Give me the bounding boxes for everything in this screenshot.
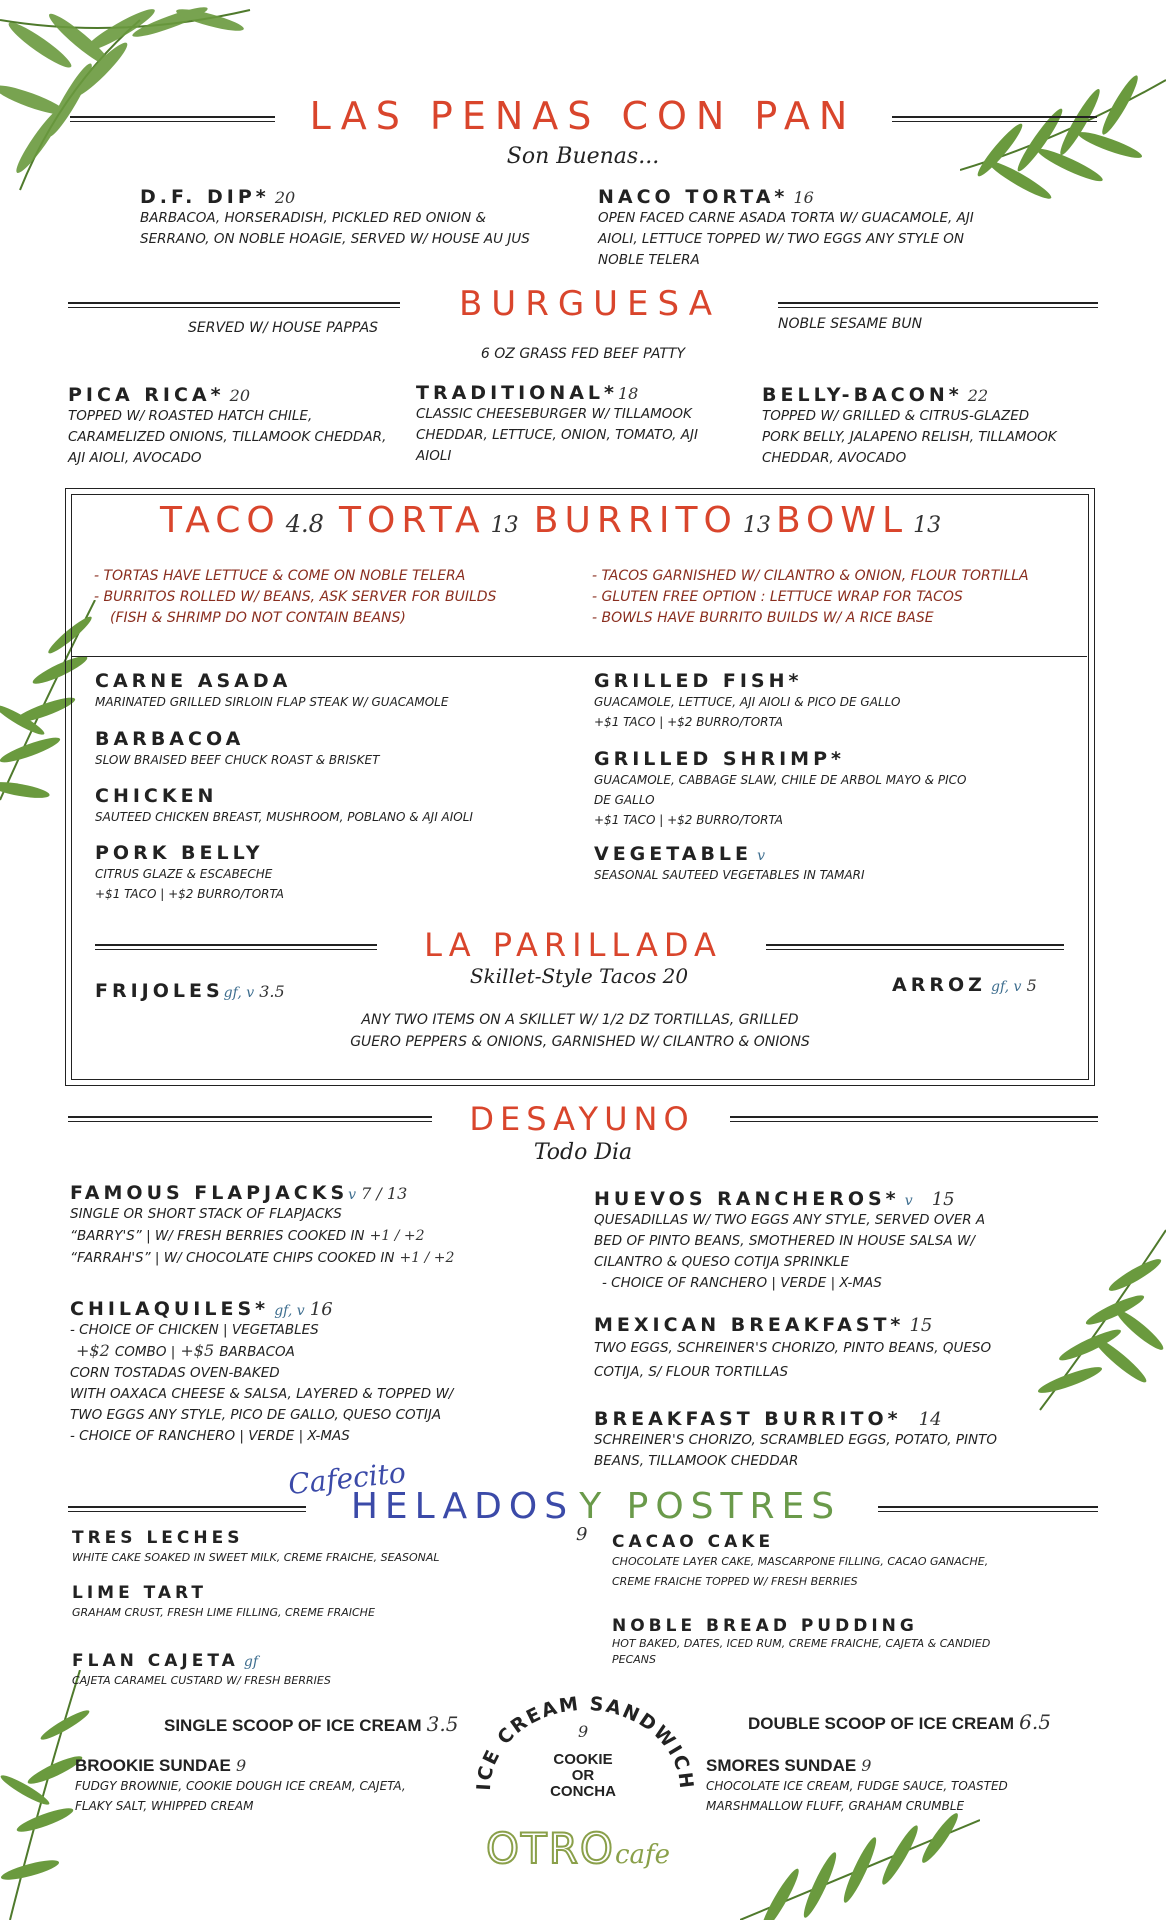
item-desc: COTIJA, S/ FLOUR TORTILLAS: [594, 1364, 789, 1380]
filling-name: BARBACOA: [95, 728, 245, 750]
menu-item-flapjacks: [70, 1182, 570, 1269]
taco-head-price: 4.8: [285, 510, 324, 538]
single-scoop: [164, 1712, 458, 1736]
torta-head: TORTA: [339, 500, 486, 541]
desayuno-rule-right: [730, 1116, 1098, 1122]
addon-price: +$2: [76, 1341, 110, 1360]
parillada-title: LA PARILLADA: [424, 926, 722, 964]
burguesa-rule-left: [68, 302, 400, 308]
dessert-desc: PECANS: [612, 1653, 656, 1666]
side-price: 3.5: [259, 982, 285, 1001]
filling-desc: SEASONAL SAUTEED VEGETABLES IN TAMARI: [594, 868, 865, 882]
sandwich-option: CONCHA: [550, 1783, 616, 1800]
menu-item-huevos-rancheros: [594, 1188, 1094, 1294]
item-desc: TWO EGGS ANY STYLE, PICO DE GALLO, QUESO COTIJA: [70, 1407, 442, 1423]
taco-heads: [160, 500, 1020, 541]
double-scoop: [748, 1710, 1051, 1734]
header-rule-left: [70, 116, 275, 122]
filling-name: GRILLED SHRIMP*: [594, 748, 845, 770]
menu-title: LAS PENAS CON PAN: [309, 94, 857, 138]
double-scoop-label: DOUBLE SCOOP OF ICE CREAM: [748, 1714, 1015, 1733]
diet-tag: gf: [243, 1654, 259, 1670]
filling-desc: +$1 TACO | +$2 BURRO/TORTA: [594, 715, 783, 729]
filling-desc: SLOW BRAISED BEEF CHUCK ROAST & BRISKET: [95, 753, 380, 767]
item-name: NACO TORTA*: [598, 186, 789, 208]
item-desc: TWO EGGS, SCHREINER'S CHORIZO, PINTO BEANS, QUESO: [594, 1340, 992, 1356]
item-price: 20: [274, 188, 296, 207]
side-name: FRIJOLES: [95, 980, 224, 1002]
burguesa-right-note: NOBLE SESAME BUN: [778, 316, 923, 332]
item-desc: SERRANO, ON NOBLE HOAGIE, SERVED W/ HOUSE AU JUS: [140, 231, 530, 247]
item-desc: - CHOICE OF RANCHERO | VERDE | X-MAS: [70, 1428, 350, 1444]
vegan-tag: v: [904, 1193, 913, 1209]
parillada-desc-1: ANY TWO ITEMS ON A SKILLET W/ 1/2 DZ TORTILLAS, GRILLED: [361, 1012, 799, 1028]
torta-head-price: 13: [490, 513, 519, 538]
item-desc: CHOCOLATE ICE CREAM, FUDGE SAUCE, TOASTED: [706, 1779, 1008, 1793]
vegan-tag: v: [348, 1187, 357, 1203]
menu-subtitle: Son Buenas...: [506, 144, 660, 169]
sandwich-options: [526, 1752, 640, 1800]
item-desc: BED OF PINTO BEANS, SMOTHERED IN HOUSE SALSA W/: [594, 1233, 975, 1249]
burrito-head-price: 13: [742, 513, 771, 538]
item-name: BROOKIE SUNDAE: [75, 1756, 231, 1775]
item-desc: TOPPED W/ GRILLED & CITRUS-GLAZED: [762, 408, 1030, 424]
postres-title-b: Y POSTRES: [579, 1486, 842, 1527]
menu-item-brookie-sundae: [75, 1756, 495, 1816]
item-desc: WITH OAXACA CHEESE & SALSA, LAYERED & TOPPED W/: [70, 1386, 454, 1402]
dessert-desc: GRAHAM CRUST, FRESH LIME FILLING, CREME FRAICHE: [72, 1606, 375, 1619]
item-desc: CORN TOSTADAS OVEN-BAKED: [70, 1365, 280, 1381]
menu-item-belly-bacon: [762, 384, 1102, 469]
addon-price: +$5: [180, 1341, 215, 1360]
side-price: 5: [1026, 976, 1037, 995]
filling-name: VEGETABLE: [594, 843, 753, 865]
burguesa-title: BURGUESA: [458, 284, 722, 324]
item-price: 15: [931, 1189, 955, 1210]
logo-otro: OTRO: [486, 1824, 615, 1873]
menu-item-naco-torta: [598, 186, 1038, 271]
dessert-desc: HOT BAKED, DATES, ICED RUM, CREME FRAICHE, CAJETA & CANDIED: [612, 1637, 991, 1650]
filling-desc: +$1 TACO | +$2 BURRO/TORTA: [594, 813, 783, 827]
item-desc: CHEDDAR, LETTUCE, ONION, TOMATO, AJI: [416, 427, 698, 443]
postres-rule-right: [878, 1506, 1098, 1512]
dessert-desc: CHOCOLATE LAYER CAKE, MASCARPONE FILLING, CACAO GANACHE,: [612, 1555, 989, 1568]
item-name: HUEVOS RANCHEROS*: [594, 1188, 900, 1210]
item-desc: - CHOICE OF RANCHERO | VERDE | X-MAS: [602, 1275, 882, 1291]
diet-tag: gf, v: [274, 1303, 305, 1319]
filling-desc: CITRUS GLAZE & ESCABECHE: [95, 867, 273, 881]
otro-cafe-logo: [486, 1824, 670, 1873]
item-price: 9: [235, 1756, 247, 1775]
taco-divider: [71, 656, 1087, 657]
diet-tag: gf, v: [223, 985, 255, 1001]
item-price: 20: [229, 386, 250, 405]
filling-desc: +$1 TACO | +$2 BURRO/TORTA: [95, 887, 284, 901]
filling-desc: GUACAMOLE, CABBAGE SLAW, CHILE DE ARBOL MAYO & PICO: [594, 773, 967, 787]
logo-cafe: cafe: [614, 1840, 671, 1870]
header-rule-right: [892, 116, 1097, 122]
item-name: MEXICAN BREAKFAST*: [594, 1314, 905, 1336]
double-scoop-price: 6.5: [1019, 1710, 1051, 1734]
taco-head: TACO: [160, 500, 281, 541]
note-line: - GLUTEN FREE OPTION : LETTUCE WRAP FOR TACOS: [592, 589, 963, 605]
item-desc: BARBACOA: [219, 1344, 295, 1360]
item-desc: AIOLI: [416, 448, 452, 464]
item-desc: OPEN FACED CARNE ASADA TORTA W/ GUACAMOLE, AJI: [598, 210, 974, 226]
item-desc: CILANTRO & QUESO COTIJA SPRINKLE: [594, 1254, 850, 1270]
dessert-list-left: [72, 1528, 572, 1691]
filling-desc: GUACAMOLE, LETTUCE, AJI AIOLI & PICO DE GALLO: [594, 695, 901, 709]
item-desc: PORK BELLY, JALAPENO RELISH, TILLAMOOK: [762, 429, 1057, 445]
filling-name: GRILLED FISH*: [594, 670, 803, 692]
parillada-desc-2: GUERO PEPPERS & ONIONS, GARNISHED W/ CILANTRO & ONIONS: [350, 1034, 810, 1050]
parillada-rule-left: [95, 944, 377, 950]
item-desc: CLASSIC CHEESEBURGER W/ TILLAMOOK: [416, 406, 692, 422]
item-desc: AJI AIOLI, AVOCADO: [68, 450, 202, 466]
dessert-name: TRES LECHES: [72, 1528, 244, 1548]
item-price: 14: [918, 1409, 942, 1430]
parillada-subtitle: Skillet-Style Tacos 20: [469, 964, 689, 988]
dessert-desc: WHITE CAKE SOAKED IN SWEET MILK, CREME FRAICHE, SEASONAL: [72, 1551, 440, 1564]
dessert-name: NOBLE BREAD PUDDING: [612, 1616, 918, 1636]
filling-desc: DE GALLO: [594, 793, 655, 807]
note-line: - BURRITOS ROLLED W/ BEANS, ASK SERVER FOR BUILDS: [94, 589, 497, 605]
item-desc: BEANS, TILLAMOOK CHEDDAR: [594, 1453, 799, 1469]
note-line: - TORTAS HAVE LETTUCE & COME ON NOBLE TELERA: [94, 568, 466, 584]
single-scoop-label: SINGLE SCOOP OF ICE CREAM: [164, 1716, 422, 1735]
palm-leaf-top-left: [0, 0, 260, 200]
bowl-head: BOWL: [775, 500, 909, 541]
menu-item-breakfast-burrito: [594, 1408, 1094, 1472]
dessert-name: LIME TART: [72, 1583, 207, 1603]
desayuno-subtitle: Todo Dia: [533, 1140, 633, 1165]
burguesa-left-note: SERVED W/ HOUSE PAPPAS: [188, 320, 379, 336]
item-desc: COMBO |: [114, 1344, 176, 1360]
filling-desc: MARINATED GRILLED SIRLOIN FLAP STEAK W/ GUACAMOLE: [95, 695, 449, 709]
item-desc: “FARRAH'S” | W/ CHOCOLATE CHIPS COOKED IN: [70, 1250, 395, 1266]
taco-notes-right: [592, 566, 1082, 629]
filling-list-right: [594, 670, 1074, 885]
menu-item-df-dip: [140, 186, 580, 250]
item-price: 9: [861, 1756, 872, 1775]
item-price: 16: [309, 1299, 333, 1320]
burrito-head: BURRITO: [533, 500, 738, 541]
dessert-name: CACAO CAKE: [612, 1532, 775, 1552]
item-desc: FLAKY SALT, WHIPPED CREAM: [75, 1799, 254, 1813]
item-name: FAMOUS FLAPJACKS: [70, 1182, 349, 1204]
filling-name: CARNE ASADA: [95, 670, 292, 692]
cafecito-script: Cafecito: [286, 1455, 408, 1502]
item-desc: SCHREINER'S CHORIZO, SCRAMBLED EGGS, POTATO, PINTO: [594, 1432, 997, 1448]
postres-rule-left: [68, 1506, 306, 1512]
item-price: 7 / 13: [361, 1184, 408, 1203]
menu-item-smores-sundae: [706, 1756, 1106, 1816]
note-line: - TACOS GARNISHED W/ CILANTRO & ONION, FLOUR TORTILLA: [592, 568, 1029, 584]
dessert-name: FLAN CAJETA: [72, 1651, 239, 1671]
dessert-desc: CREME FRAICHE TOPPED W/ FRESH BERRIES: [612, 1575, 858, 1588]
addon-price: +1 / +2: [369, 1228, 425, 1244]
helados-title: HELADOS: [350, 1486, 575, 1527]
item-desc: - CHOICE OF CHICKEN | VEGETABLES: [70, 1322, 319, 1338]
menu-item-traditional: [416, 382, 746, 467]
sandwich-arc-text: ICE CREAM SANDWICH: [472, 1692, 698, 1792]
item-desc: AIOLI, LETTUCE TOPPED W/ TWO EGGS ANY STYLE ON: [598, 231, 964, 247]
desayuno-title: DESAYUNO: [469, 1100, 695, 1138]
item-name: BREAKFAST BURRITO*: [594, 1408, 902, 1430]
postres-title: [318, 1486, 874, 1527]
menu-item-pica-rica: [68, 384, 408, 469]
item-desc: SINGLE OR SHORT STACK OF FLAPJACKS: [70, 1206, 342, 1222]
burguesa-rule-right: [778, 302, 1098, 308]
item-desc: NOBLE TELERA: [598, 252, 700, 268]
filling-name: CHICKEN: [95, 785, 218, 807]
dessert-desc: CAJETA CARAMEL CUSTARD W/ FRESH BERRIES: [72, 1674, 331, 1687]
item-price: 18: [617, 384, 639, 403]
sandwich-option: OR: [571, 1767, 595, 1784]
filling-list-left: [95, 670, 575, 904]
diet-tag: gf, v: [991, 979, 1022, 995]
sandwich-price: 9: [578, 1722, 589, 1741]
note-line: - BOWLS HAVE BURRITO BUILDS W/ A RICE BASE: [592, 610, 934, 626]
menu-item-chilaquiles: [70, 1298, 590, 1447]
item-price: 16: [793, 188, 814, 207]
item-desc: BARBACOA, HORSERADISH, PICKLED RED ONION &: [140, 210, 487, 226]
side-frijoles: [95, 980, 285, 1002]
postres-price: 9: [576, 1524, 588, 1545]
item-desc: MARSHMALLOW FLUFF, GRAHAM CRUMBLE: [706, 1799, 965, 1813]
item-desc: TOPPED W/ ROASTED HATCH CHILE,: [68, 408, 313, 424]
item-name: CHILAQUILES*: [70, 1298, 270, 1320]
item-name: TRADITIONAL*: [416, 382, 618, 404]
item-desc: CHEDDAR, AVOCADO: [762, 450, 907, 466]
dessert-list-right: [612, 1532, 1092, 1668]
desayuno-rule-left: [68, 1116, 432, 1122]
item-name: BELLY-BACON*: [762, 384, 963, 406]
note-line: (FISH & SHRIMP DO NOT CONTAIN BEANS): [110, 610, 406, 626]
item-price: 22: [967, 386, 989, 405]
menu-item-mexican-breakfast: [594, 1314, 1094, 1384]
single-scoop-price: 3.5: [426, 1712, 459, 1736]
side-arroz: [892, 974, 1037, 996]
bowl-head-price: 13: [913, 513, 942, 538]
item-name: SMORES SUNDAE: [706, 1756, 857, 1775]
item-desc: CARAMELIZED ONIONS, TILLAMOOK CHEDDAR,: [68, 429, 387, 445]
item-desc: “BARRY'S” | W/ FRESH BERRIES COOKED IN: [70, 1228, 365, 1244]
item-price: 15: [909, 1315, 933, 1336]
item-desc: QUESADILLAS W/ TWO EGGS ANY STYLE, SERVED OVER A: [594, 1212, 986, 1228]
addon-price: +1 / +2: [399, 1250, 455, 1266]
sandwich-option: COOKIE: [553, 1751, 613, 1768]
item-name: PICA RICA*: [68, 384, 225, 406]
filling-name: PORK BELLY: [95, 842, 264, 864]
taco-notes-left: [94, 566, 564, 629]
filling-desc: SAUTEED CHICKEN BREAST, MUSHROOM, POBLANO & AJI AIOLI: [95, 810, 473, 824]
vegan-tag: v: [757, 848, 766, 864]
side-name: ARROZ: [892, 974, 986, 996]
burguesa-center-note: 6 OZ GRASS FED BEEF PATTY: [480, 346, 686, 362]
item-name: D.F. DIP*: [140, 186, 270, 208]
item-desc: FUDGY BROWNIE, COOKIE DOUGH ICE CREAM, CAJETA,: [75, 1779, 406, 1793]
parillada-rule-right: [766, 944, 1064, 950]
